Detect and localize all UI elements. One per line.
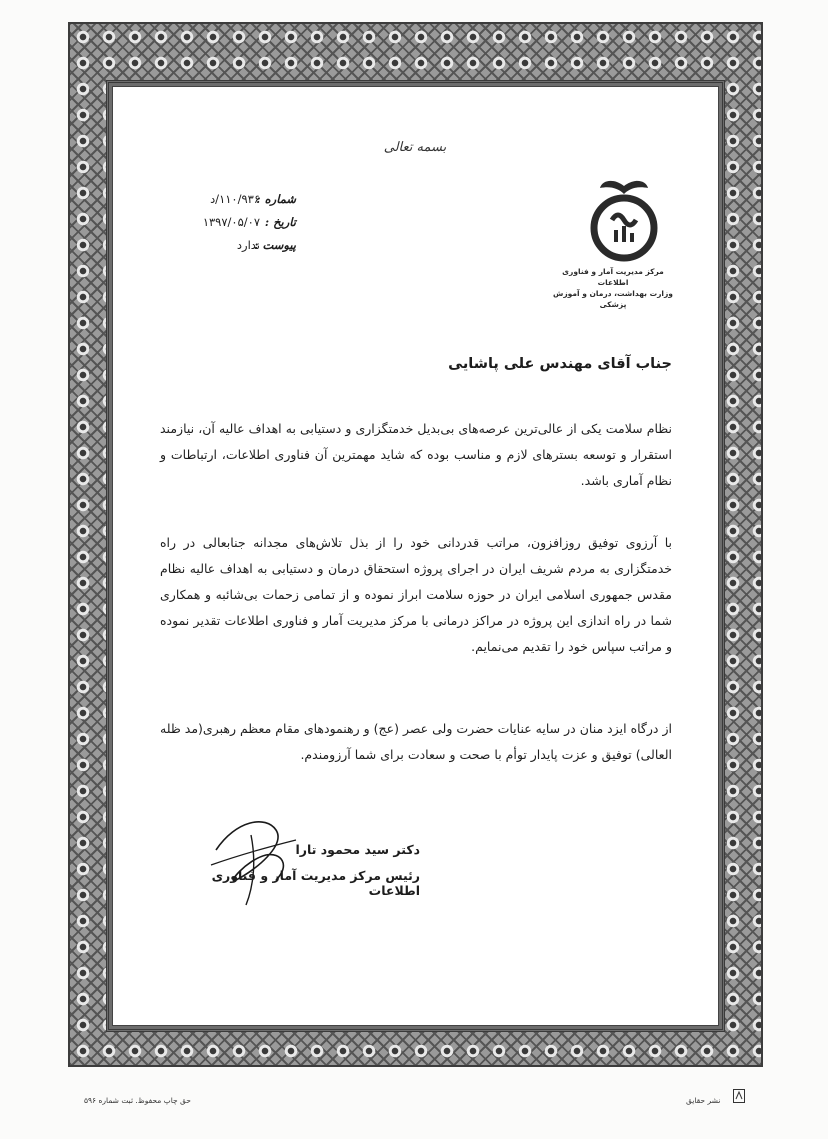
- logo-caption: [548, 266, 678, 310]
- logo-caption-line1: مرکز مدیریت آمار و فناوری اطلاعات: [562, 267, 664, 287]
- addressee: جناب آقای مهندس علی پاشایی: [448, 356, 672, 372]
- logo-caption-line2: وزارت بهداشت، درمان و آموزش پزشکی: [553, 289, 673, 309]
- date-label: تاریخ :: [264, 215, 296, 229]
- footer-copyright: حق چاپ محفوظ. ثبت شماره ۵۹۶: [84, 1096, 191, 1105]
- body-paragraph: با آرزوی توفیق روزافزون، مراتب قدردانی خود را از بذل تلاش‌های مجدانه جنابعالی در راه خدمتگزاری به مردم شریف ایران در اجرای پروژه استحقاق درمان و دستیابی به اهداف عالیه نظام مقدس جمهوری اسلامی ایران در حوزه سلامت ابراز نموده و از تمامی زحمات بی‌شائبه و همکاری شما در راه اندازی این پروژه در مراکز درمانی با مرکز مدیریت آمار و فناوری اطلاعات تقدیر نموده و مراتب سپاس خود را تقدیم می‌نمایم.: [160, 535, 672, 654]
- signer-name: دکتر سید محمود تارا: [295, 842, 420, 857]
- footer-publisher: نشر حقایق: [686, 1096, 721, 1105]
- attachment-label: پیوست :: [254, 238, 296, 252]
- body-paragraph: نظام سلامت یکی از عالی‌ترین عرصه‌های بی‌بدیل خدمتگزاری و دستیابی به اهداف عالیه آن، نیازمند استقرار و توسعه بسترهای لازم و مناسب بوده که شاید مهمترین آن فناوری اطلاعات، ارتباطات و نظام آماری باشد.: [160, 421, 672, 488]
- body-paragraph: از درگاه ایزد منان در سایه عنایات حضرت ولی عصر (عج) و رهنمودهای مقام معظم رهبری(مد ظله العالی) توفیق و عزت پایدار توأم با صحت و سعادت برای شما آرزومندم.: [160, 721, 672, 762]
- ministry-logo-icon: [584, 178, 664, 270]
- number-value: ۱۱۰/۹۳۶/د: [210, 192, 260, 206]
- publisher-mark-icon: [733, 1089, 745, 1103]
- date-value: ۱۳۹۷/۰۵/۰۷: [202, 215, 260, 229]
- number-label: شماره :: [256, 192, 296, 206]
- basmala-heading: بسمه تعالی: [383, 140, 447, 155]
- attachment-value: ندارد: [236, 238, 260, 252]
- letter-meta-values: [150, 188, 260, 257]
- signer-title: رئیس مرکز مدیریت آمار و فناوری اطلاعات: [211, 868, 420, 898]
